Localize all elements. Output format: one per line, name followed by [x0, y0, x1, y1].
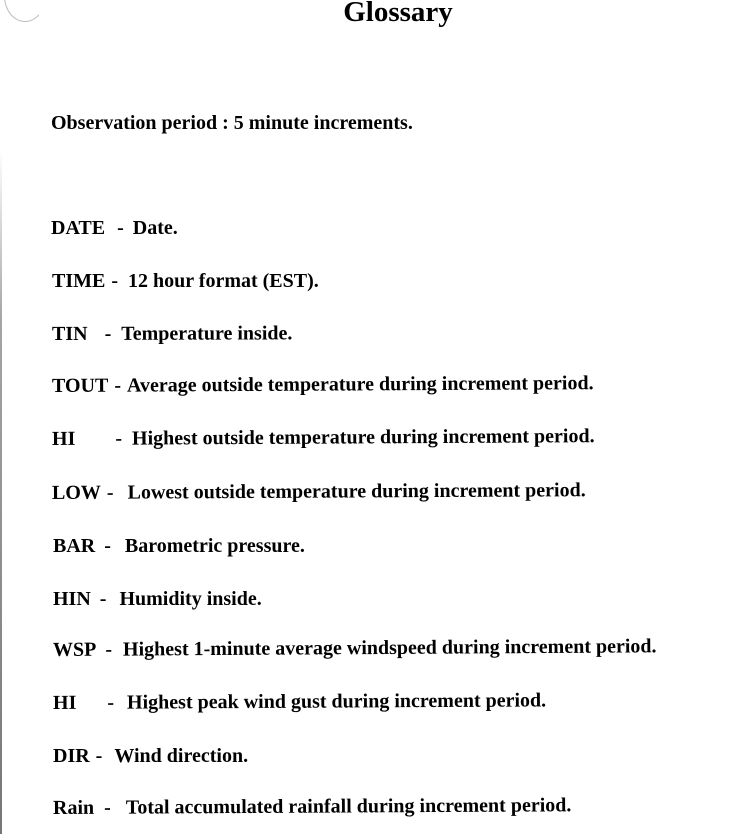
glossary-definition: Date.: [132, 217, 178, 239]
glossary-entry-low: [52, 477, 586, 506]
glossary-term: HI: [52, 691, 77, 714]
glossary-separator: -: [104, 535, 111, 557]
glossary-separator: -: [104, 322, 112, 345]
scan-edge: [0, 150, 2, 834]
glossary-term: TIN: [51, 322, 88, 345]
glossary-definition: Highest outside temperature during increment period.: [131, 425, 595, 450]
glossary-entry-hi-temp: [52, 423, 595, 452]
glossary-entry-tout: [52, 370, 594, 399]
glossary-term: BAR: [53, 535, 96, 557]
glossary-separator: -: [107, 691, 115, 714]
glossary-entry-dir: [53, 743, 248, 769]
page-title: Glossary: [343, 0, 453, 28]
glossary-term: LOW: [51, 481, 101, 504]
observation-period-note: Observation period : 5 minute increments.: [51, 112, 413, 134]
glossary-entry-bar: [53, 533, 305, 559]
glossary-definition: Average outside temperature during increment period.: [126, 372, 594, 397]
glossary-definition: Barometric pressure.: [124, 535, 305, 557]
glossary-entry-date: [51, 215, 178, 241]
glossary-entry-tin: [52, 320, 292, 347]
glossary-separator: -: [114, 374, 122, 397]
glossary-definition: Lowest outside temperature during increment period.: [127, 479, 586, 504]
glossary-term: HIN: [53, 588, 91, 610]
glossary-separator: -: [106, 481, 114, 504]
glossary-separator: -: [95, 745, 103, 767]
glossary-entry-rain: [53, 792, 571, 821]
glossary-term: DIR: [53, 745, 90, 767]
glossary-term: WSP: [52, 638, 97, 661]
glossary-separator: -: [115, 427, 123, 450]
glossary-definition: Highest peak wind gust during increment period.: [126, 689, 547, 714]
glossary-term: TOUT: [51, 374, 109, 397]
glossary-separator: -: [117, 217, 124, 239]
glossary-separator: -: [99, 588, 107, 610]
glossary-definition: 12 hour format (EST).: [128, 270, 319, 292]
glossary-entry-wsp: [53, 633, 657, 663]
glossary-entry-time: [52, 268, 319, 294]
glossary-term: DATE: [51, 217, 106, 239]
glossary-definition: Total accumulated rainfall during increment period.: [125, 794, 572, 819]
glossary-definition: Temperature inside.: [121, 322, 293, 345]
glossary-term: Rain: [52, 796, 95, 819]
glossary-definition: Humidity inside.: [119, 588, 262, 610]
glossary-definition: Highest 1-minute average windspeed during increment period.: [122, 635, 657, 661]
glossary-separator: -: [111, 270, 119, 292]
glossary-definition: Wind direction.: [114, 745, 249, 767]
glossary-entry-hin: [53, 586, 262, 612]
glossary-separator: -: [105, 638, 113, 661]
glossary-term: HI: [51, 427, 76, 450]
glossary-term: TIME: [52, 270, 106, 292]
glossary-separator: -: [104, 796, 111, 819]
glossary-entry-hi-gust: [53, 687, 546, 716]
